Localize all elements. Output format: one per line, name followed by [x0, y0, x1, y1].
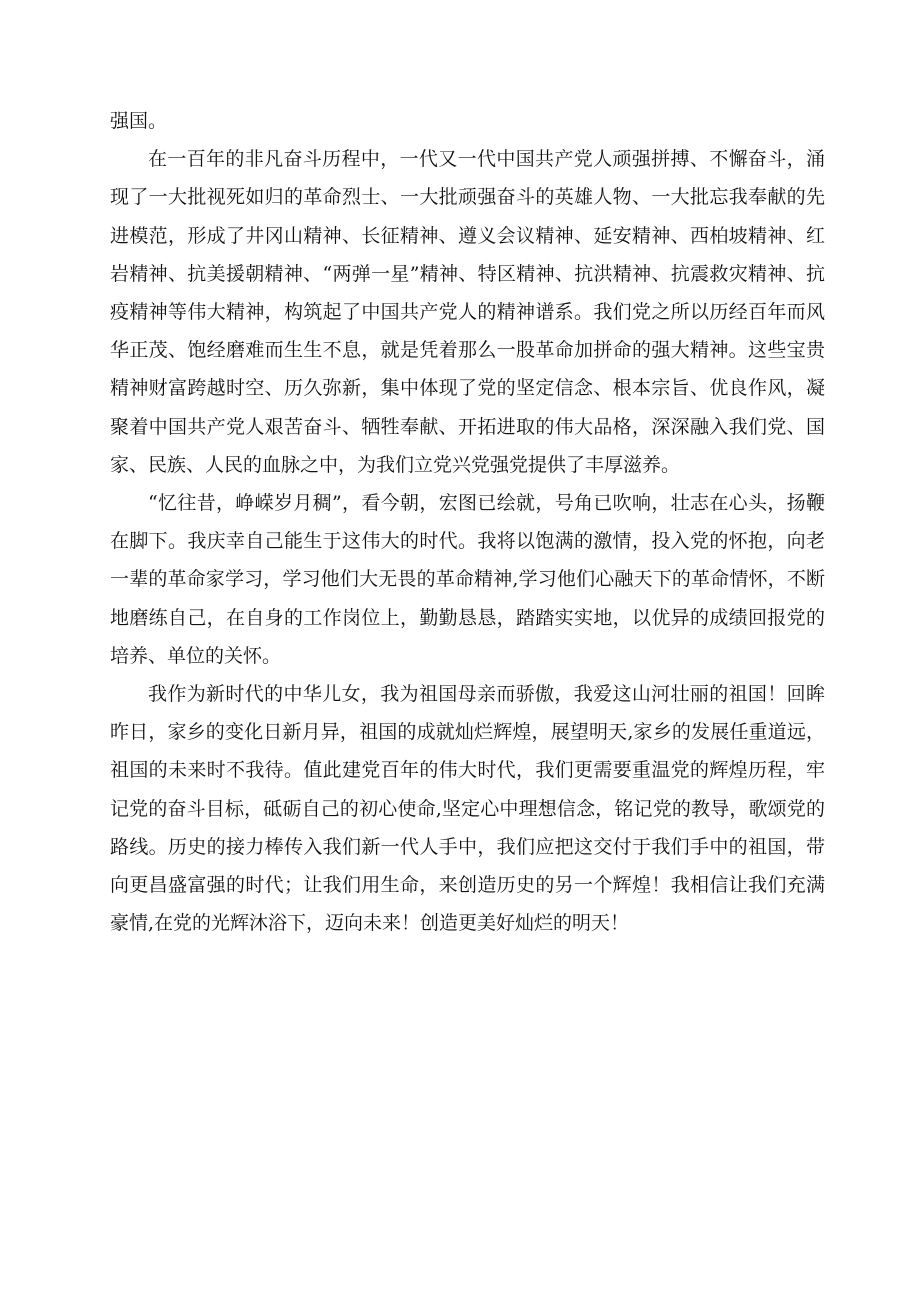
paragraph-new-era: 我作为新时代的中华儿女，我为祖国母亲而骄傲，我爱这山河壮丽的祖国！回眸昨日，家乡的变化日新月异，祖国的成就灿烂辉煌，展望明天,家乡的发展任重道远，祖国的未来时不我待。值此建党百年的伟大时代，我们更需要重温党的辉煌历程，牢记党的奋斗目标，砥砺自己的初心使命,坚定心中理想信念，铭记党的教导，歌颂党的路线。历史的接力棒传入我们新一代人手中，我们应把这交付于我们手中的祖国，带向更昌盛富强的时代；让我们用生命，来创造历史的另一个辉煌！我相信让我们充满豪情,在党的光辉沐浴下，迈向未来！创造更美好灿烂的明天！	[110, 683, 825, 935]
paragraph-reminiscence: “忆往昔，峥嵘岁月稠”，看今朝，宏图已绘就，号角已吹响，壮志在心头，扬鞭在脚下。我庆幸自己能生于这伟大的时代。我将以饱满的激情，投入党的怀抱，向老一辈的革命家学习，学习他们大无畏的革命精神,学习他们心融天下的革命情怀，不断地磨练自己，在自身的工作岗位上，勤勤恳恳，踏踏实实地，以优异的成绩回报党的培养、单位的关怀。	[110, 492, 825, 667]
paragraph-spirit-lineage: 在一百年的非凡奋斗历程中，一代又一代中国共产党人顽强拼搏、不懈奋斗，涌现了一大批视死如归的革命烈士、一大批顽强奋斗的英雄人物、一大批忘我奉献的先进模范，形成了井冈山精神、长征精神、遵义会议精神、延安精神、西柏坡精神、红岩精神、抗美援朝精神、“两弹一星”精神、特区精神、抗洪精神、抗震救灾精神、抗疫精神等伟大精神，构筑起了中国共产党人的精神谱系。我们党之所以历经百年而风华正茂、饱经磨难而生生不息，就是凭着那么一股革命加拼命的强大精神。这些宝贵精神财富跨越时空、历久弥新，集中体现了党的坚定信念、根本宗旨、优良作风，凝聚着中国共产党人艰苦奋斗、牺牲奉献、开拓进取的伟大品格，深深融入我们党、国家、民族、人民的血脉之中，为我们立党兴党强党提供了丰厚滋养。	[110, 148, 825, 476]
document-body	[110, 102, 825, 942]
paragraph-continuation: 强国。	[110, 110, 168, 132]
